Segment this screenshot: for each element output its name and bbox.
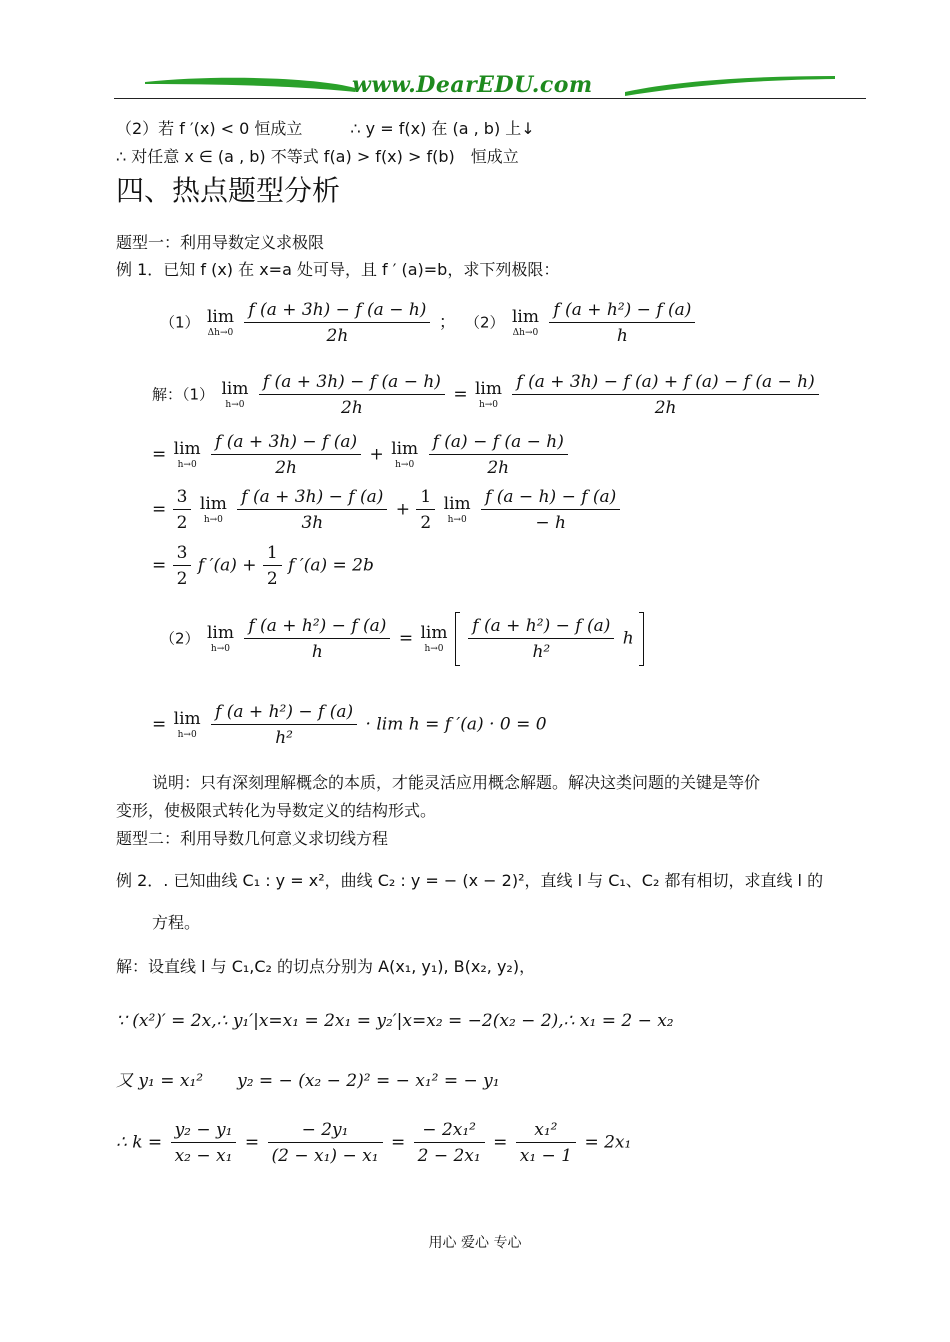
site-logo-text: www.DearEDU.com xyxy=(352,72,593,98)
slope-equation: ∴ k = $\frac{\text{y₂ − y₁}}{\text{x₂ − x₁}}$ = $\frac{\text{− 2y₁}}{\text{(2 − x₁) − x₁}}$ = $\frac{\text{− 2x₁²}}{\text{2 − 2x₁}}$ = $\frac{\text{x₁²}}{\text{x₁ − 1}}$ = 2x₁ xyxy=(116,1120,632,1166)
solution-1-step-1: 解：（1） lim h→0 $\frac{f (a + 3h) - f (a - h)}{2h}$ = lim h→0 $\frac{f (a + 3h) - f (a) + f (a) - f (a - h)}{2h}$ xyxy=(152,372,822,418)
note-line-1: 说明：只有深刻理解概念的本质，才能灵活应用概念解题。解决这类问题的关键是等价 xyxy=(152,773,761,792)
solution-2-intro: 解：设直线 l 与 C₁,C₂ 的切点分别为 A(x₁, y₁), B(x₂, y₂)， xyxy=(116,957,536,976)
section-heading: 四、热点题型分析 xyxy=(116,174,341,207)
type-one-heading: 题型一：利用导数定义求极限 xyxy=(116,233,325,252)
problem-2-limit: （2） lim Δh→0 $\frac{\text{f (a + h²) − f (a)}}{h}$ xyxy=(465,300,698,346)
solution-2-step-1: （2） lim h→0 $\frac{\text{f (a + h²) − f (a)}}{h}$ = lim h→0 $\frac{\text{f (a + h²) − f (a)}}{\text{h²}}$ h xyxy=(160,612,644,666)
solution-1-step-3: = $\frac{3}{2}$ lim h→0 $\frac{f (a + 3h) - f (a)}{3h}$ + $\frac{1}{2}$ lim h→0 $\frac{f (a - h) - f (a)}{- h}$ xyxy=(152,487,623,533)
derivative-equation: ∵ (x²)′ = 2x,∴ y₁′|x=x₁ = 2x₁ = y₂′|x=x₂ = −2(x₂ − 2),∴ x₁ = 2 − x₂ xyxy=(116,1011,674,1031)
example-2-line-1: 例 2．. 已知曲线 C₁ : y = x²，曲线 C₂ : y = − (x − 2)²，直线 l 与 C₁、C₂ 都有相切，求直线 l 的 xyxy=(116,871,824,890)
line-inequality: ∴ 对任意 x ∈ (a , b) 不等式 f(a) > f(x) > f(b) 恒成立 xyxy=(116,147,519,166)
problem-1-limit: （1） lim Δh→0 $\frac{f (a + 3h) - f (a - h)}{2h}$ ； xyxy=(160,300,456,346)
note-line-2: 变形，使极限式转化为导数定义的结构形式。 xyxy=(116,801,437,820)
example-2-line-2: 方程。 xyxy=(152,913,201,932)
line-condition-2: （2）若 f ′(x) < 0 恒成立 ∴ y = f(x) 在 (a , b) 上↓ xyxy=(116,119,535,138)
y-relation: 又 y₁ = x₁² y₂ = − (x₂ − 2)² = − x₁² = − y₁ xyxy=(116,1071,500,1091)
page-footer: 用心 爱心 专心 xyxy=(428,1235,522,1251)
example-1: 例 1．已知 f (x) 在 x=a 处可导，且 f ′ (a)=b，求下列极限： xyxy=(116,260,560,279)
type-two-heading: 题型二：利用导数几何意义求切线方程 xyxy=(116,829,389,848)
header-rule xyxy=(114,98,866,99)
solution-2-result: = lim h→0 $\frac{\text{f (a + h²) − f (a)}}{\text{h²}}$ · lim h = f ′(a) · 0 = 0 xyxy=(152,702,547,748)
solution-1-result: = $\frac{3}{2}$ f ′(a) + $\frac{1}{2}$ f ′(a) = 2b xyxy=(152,543,374,589)
solution-1-step-2: = lim h→0 $\frac{f (a + 3h) - f (a)}{2h}$ + lim h→0 $\frac{f (a) - f (a - h)}{2h}$ xyxy=(152,432,571,478)
